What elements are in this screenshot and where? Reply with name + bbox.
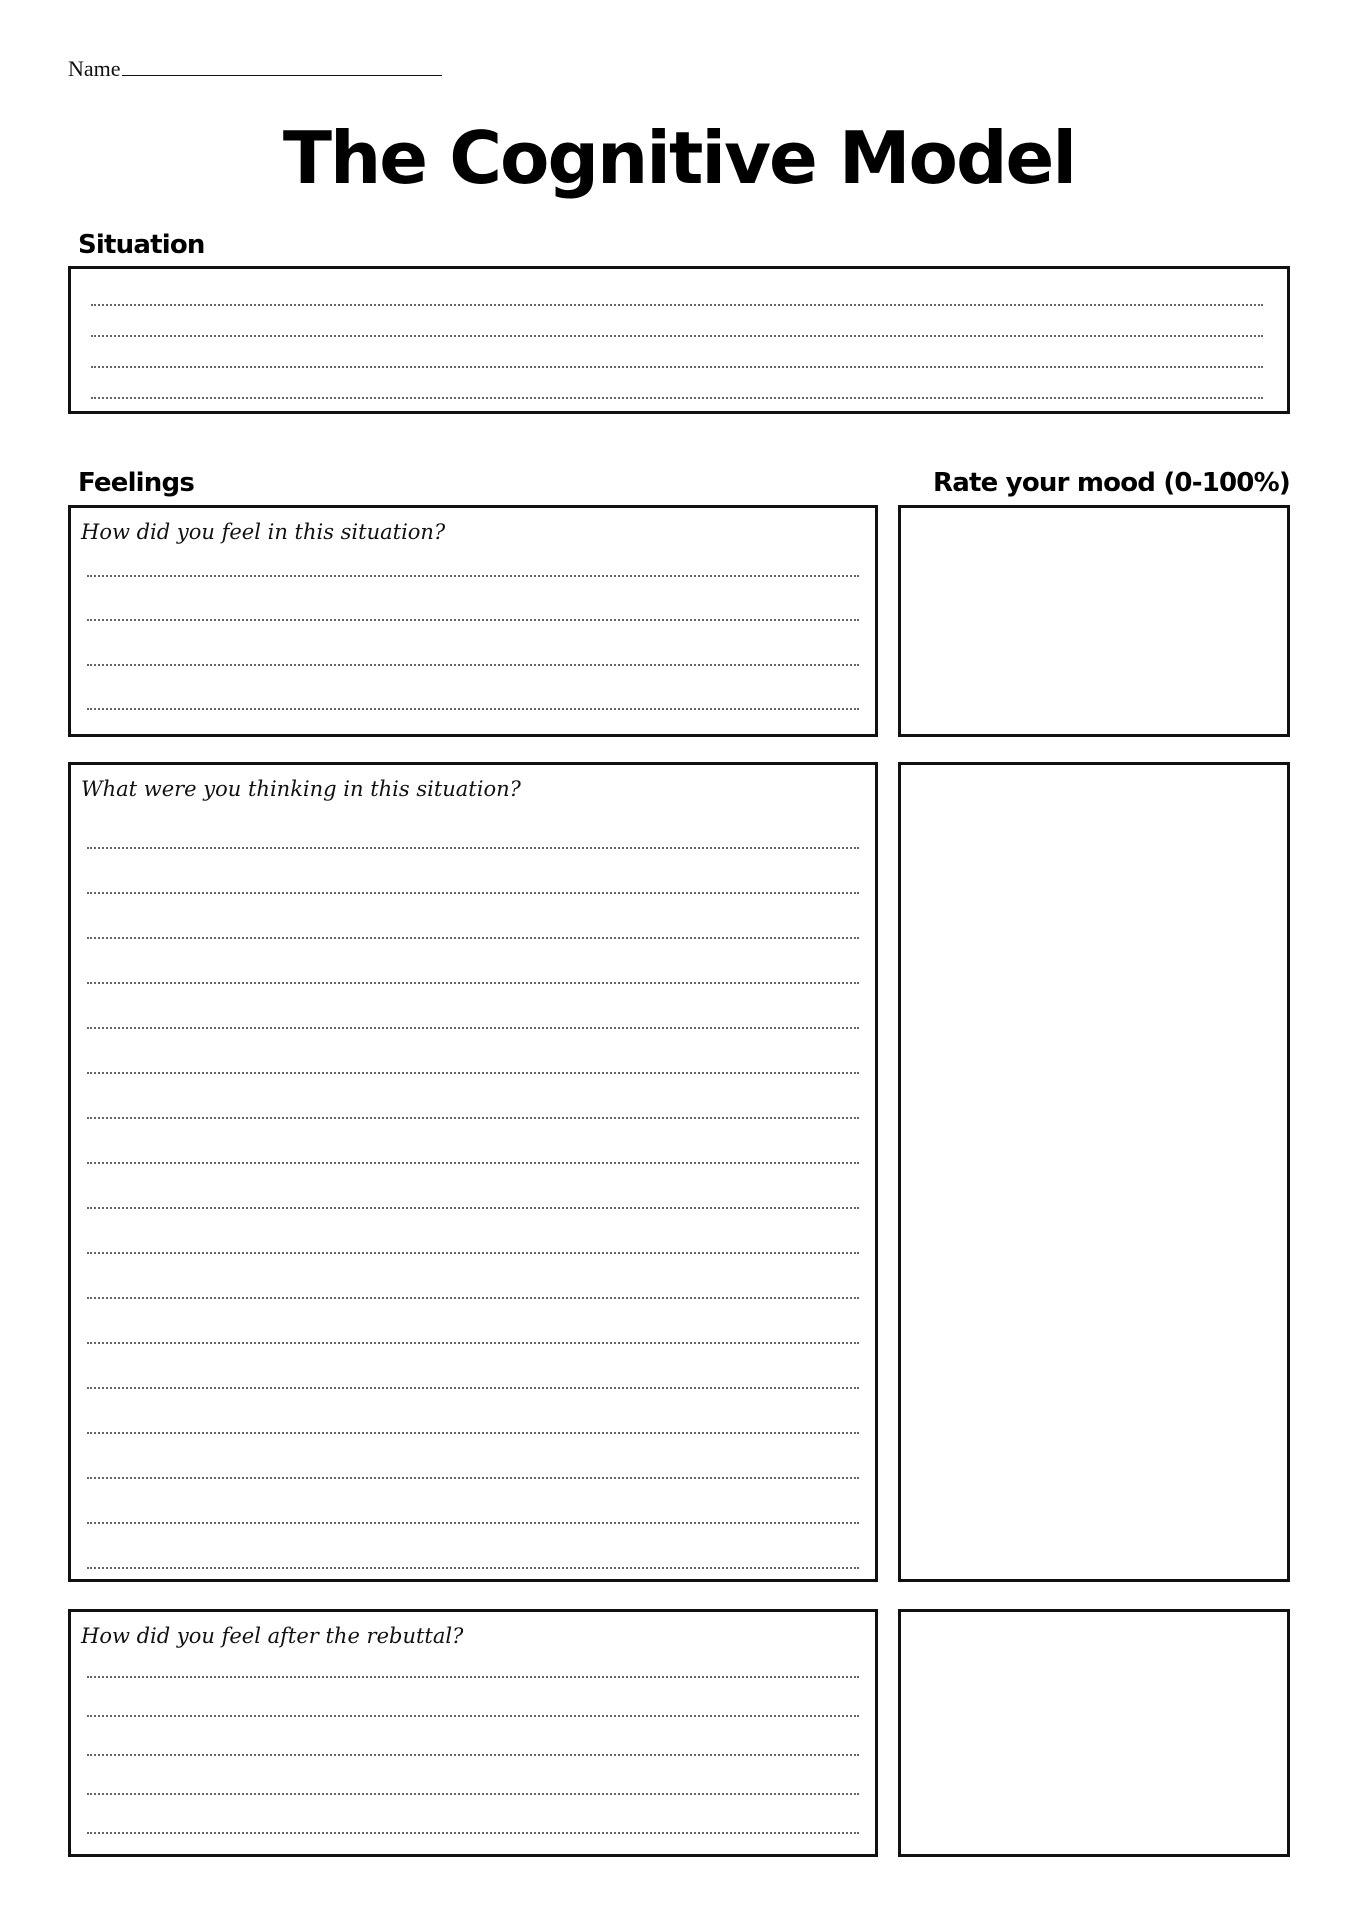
writing-line [87, 1117, 859, 1119]
feelings-mood-box[interactable] [898, 505, 1290, 737]
writing-line [87, 1793, 859, 1795]
thinking-box[interactable] [68, 762, 878, 1582]
thinking-mood-box[interactable] [898, 762, 1290, 1582]
writing-line [87, 1715, 859, 1717]
after-rebuttal-prompt: How did you feel after the rebuttal? [81, 1624, 464, 1648]
writing-line [87, 1567, 859, 1569]
writing-line [87, 1754, 859, 1756]
writing-line [87, 1432, 859, 1434]
writing-line [91, 304, 1263, 306]
writing-line [87, 1676, 859, 1678]
name-label: Name [68, 56, 121, 81]
feelings-heading: Feelings [78, 468, 194, 498]
after-rebuttal-mood-box[interactable] [898, 1609, 1290, 1857]
writing-line [91, 397, 1263, 399]
writing-line [87, 982, 859, 984]
writing-line [87, 575, 859, 577]
page-title: The Cognitive Model [282, 116, 1076, 200]
writing-line [87, 1027, 859, 1029]
situation-box[interactable] [68, 266, 1290, 414]
name-field[interactable] [68, 56, 442, 82]
writing-line [87, 1297, 859, 1299]
writing-line [91, 335, 1263, 337]
feelings-box[interactable] [68, 505, 878, 737]
writing-line [87, 892, 859, 894]
writing-line [87, 937, 859, 939]
after-rebuttal-box[interactable] [68, 1609, 878, 1857]
writing-line [87, 1207, 859, 1209]
writing-line [87, 1072, 859, 1074]
writing-line [87, 1387, 859, 1389]
feelings-prompt: How did you feel in this situation? [81, 520, 446, 544]
writing-line [87, 664, 859, 666]
mood-heading: Rate your mood (0-100%) [933, 468, 1290, 498]
writing-line [87, 1162, 859, 1164]
writing-line [87, 1522, 859, 1524]
thinking-prompt: What were you thinking in this situation? [81, 777, 521, 801]
writing-line [87, 1832, 859, 1834]
name-underline[interactable] [122, 59, 442, 76]
situation-heading: Situation [78, 230, 205, 260]
writing-line [87, 1252, 859, 1254]
writing-line [91, 366, 1263, 368]
writing-line [87, 708, 859, 710]
writing-line [87, 847, 859, 849]
writing-line [87, 619, 859, 621]
writing-line [87, 1342, 859, 1344]
writing-line [87, 1477, 859, 1479]
